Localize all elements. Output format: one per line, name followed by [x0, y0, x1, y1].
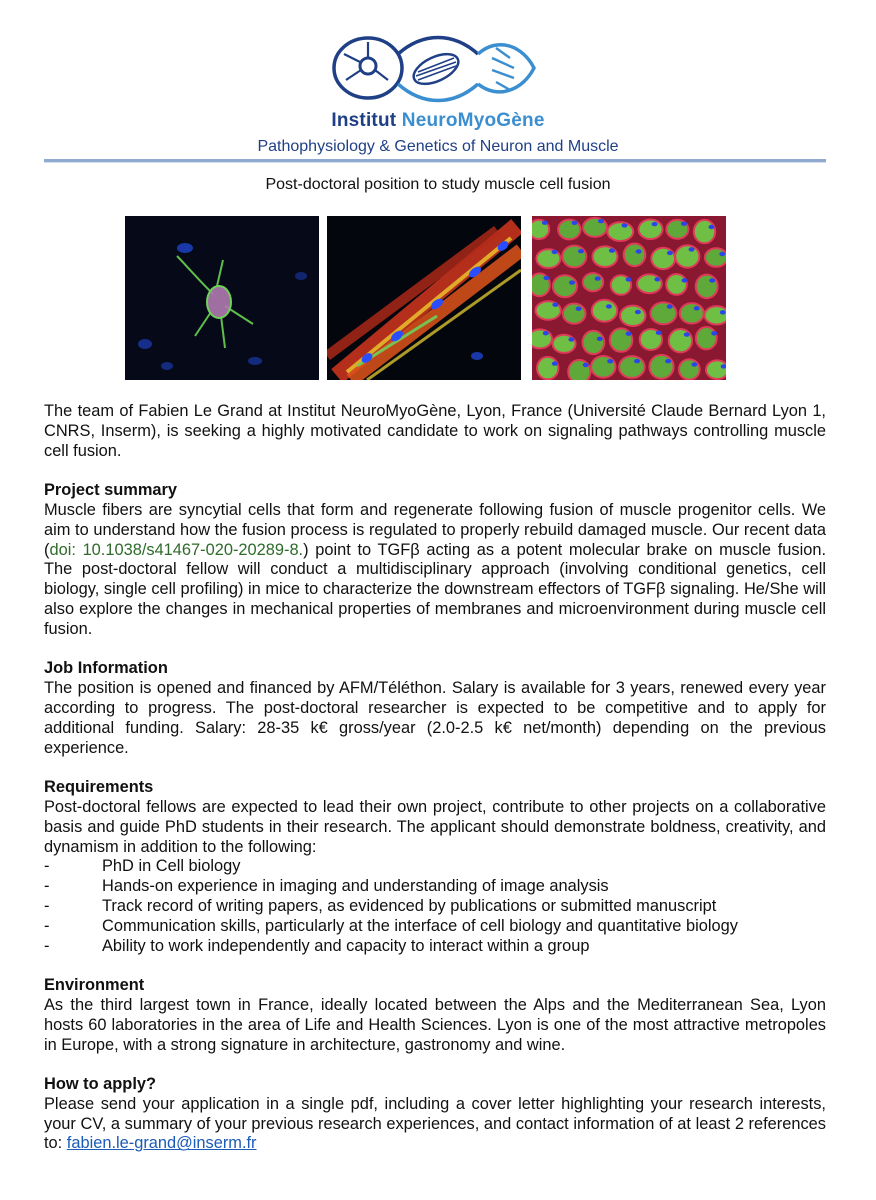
document-body — [44, 402, 826, 1154]
microscopy-image-muscle-section — [532, 216, 726, 380]
institute-name: Institut NeuroMyoGène — [331, 110, 545, 131]
institute-tagline: Pathophysiology & Genetics of Neuron and Muscle — [257, 138, 619, 155]
environment-heading: Environment — [44, 976, 145, 995]
job-information-text: The position is opened and financed by AFM/Téléthon. Salary is available for 3 years, renewed every year according to progress. The post-doctoral researcher is expected to be competitive and to apply for additional funding. Salary: 28-35 k€ gross/year (2.0-2.5 k€ net/month) depending on the previous experience. — [44, 679, 826, 757]
requirements-heading: Requirements — [44, 778, 154, 797]
list-item: - Communication skills, particularly at the interface of cell biology and quantitative biology — [44, 916, 738, 935]
job-information-section — [44, 659, 826, 758]
intro-paragraph: The team of Fabien Le Grand at Institut NeuroMyoGène, Lyon, France (Université Claude Bernard Lyon 1, CNRS, Inserm), is seeking a highly motivated candidate to work on signaling pathways controlling muscle cell fusion. — [44, 402, 826, 460]
how-to-apply-heading: How to apply? — [44, 1075, 156, 1094]
requirements-list — [44, 857, 826, 956]
contact-email-link[interactable]: fabien.le-grand@inserm.fr — [66, 1134, 257, 1153]
environment-section — [44, 976, 826, 1055]
logo-emblem-icon — [328, 28, 548, 110]
job-information-heading: Job Information — [44, 659, 168, 678]
list-item: - Track record of writing papers, as evidenced by publications or submitted manuscript — [44, 896, 717, 915]
how-to-apply-text: Please send your application in a single pdf, including a cover letter highlighting your research interests, your CV, a summary of your previous research experiences, and contact information of at least 2 references to: fabien.le-grand@inserm.fr — [44, 1094, 826, 1153]
requirements-section — [44, 778, 826, 956]
environment-text: As the third largest town in France, ideally located between the Alps and the Mediterranean Sea, Lyon hosts 60 laboratories in the area of Life and Health Sciences. Lyon is one of the most attractive metropoles in Europe, with a strong signature in architecture, gastronomy and wine. — [44, 995, 826, 1054]
doi-reference: doi: 10.1038/s41467-020-20289-8. — [49, 540, 304, 559]
project-summary-text: Muscle fibers are syncytial cells that form and regenerate following fusion of muscle progenitor cells. We aim to understand how the fusion process is regulated to properly rebuild damaged muscle. Our recent data (doi: 10.1038/s41467-020-20289-8.) point to TGFβ acting as a potent molecular brake on muscle fusion. The post-doctoral fellow will conduct a multidisciplinary approach (involving conditional genetics, cell biology, single cell profiling) in mice to characterize the downstream effectors of TGFβ signaling. He/She will also explore the changes in mechanical properties of membranes and microenvironment during muscle cell fusion. — [44, 500, 827, 638]
list-item: - PhD in Cell biology — [44, 857, 241, 876]
header-divider — [44, 159, 826, 163]
page-title: Post-doctoral position to study muscle cell fusion — [265, 176, 611, 193]
project-summary-section — [44, 481, 826, 639]
project-summary-heading: Project summary — [44, 481, 178, 500]
microscopy-image-myotubes — [327, 216, 521, 380]
list-item: - Hands-on experience in imaging and understanding of image analysis — [44, 877, 609, 896]
microscopy-image-single-cell — [125, 216, 319, 380]
how-to-apply-section — [44, 1075, 826, 1154]
requirements-text: Post-doctoral fellows are expected to lead their own project, contribute to other projects on a collaborative basis and guide PhD students in their research. The applicant should demonstrate boldness, creativity, and dynamism in addition to the following: — [44, 797, 826, 856]
list-item: - Ability to work independently and capacity to interact within a group — [44, 936, 590, 955]
institute-logo — [0, 28, 876, 160]
